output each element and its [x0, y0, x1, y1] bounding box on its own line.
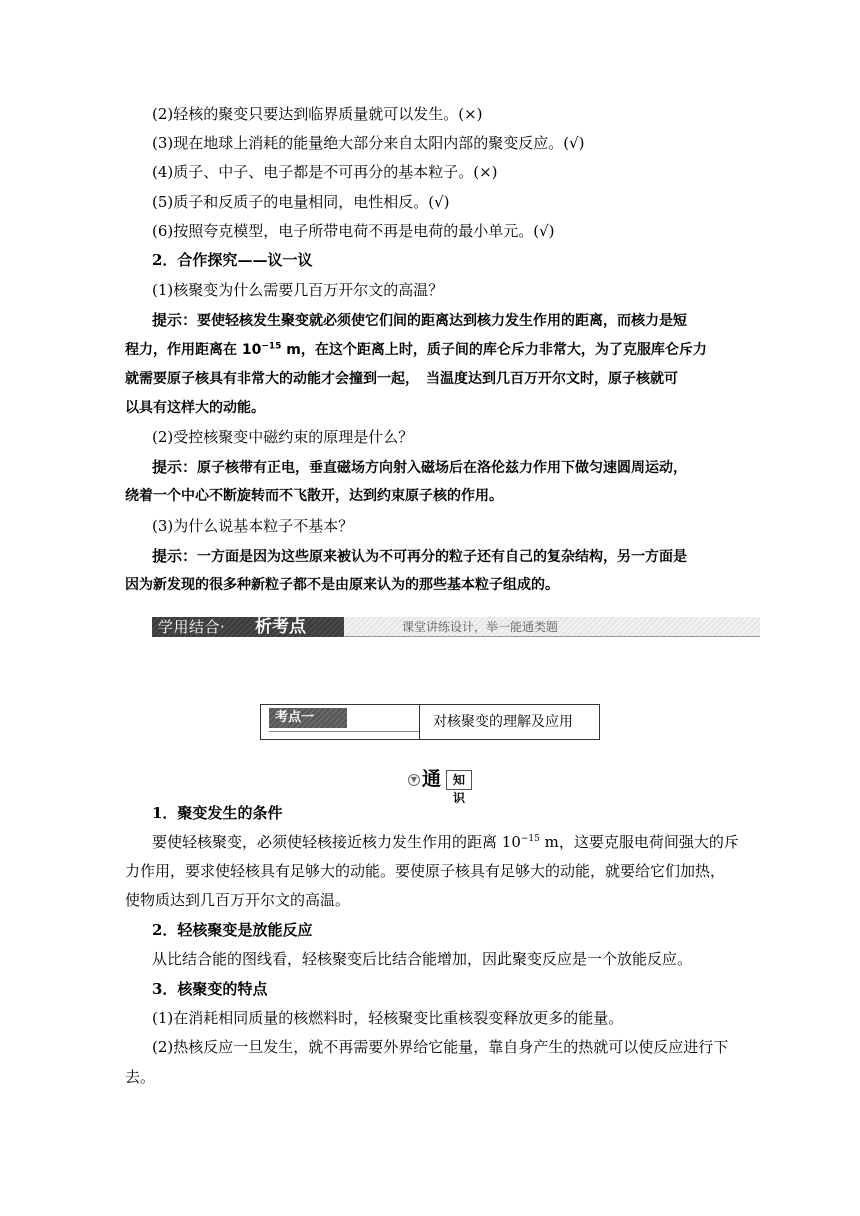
answer-1-line-3: 就需要原子核具有非常大的动能才会撞到一起， 当温度达到几百万开尔文时，原子核就可: [125, 371, 678, 387]
judgement-item-4: (4)质子、中子、电子都是不可再分的基本粒子。(×): [152, 163, 498, 181]
kaodian-tag: 考点一: [269, 708, 347, 728]
hint-label: 提示：: [152, 458, 198, 476]
knowledge-p3-2-line-2: 去。: [125, 1068, 156, 1086]
answer-2-line-1: 提示：原子核带有正电，垂直磁场方向射入磁场后在洛伦兹力作用下做匀速圆周运动，: [152, 458, 688, 476]
section-banner: [152, 615, 760, 639]
banner-left-text: 学用结合·: [158, 618, 226, 636]
question-3: (3)为什么说基本粒子不基本？: [152, 517, 354, 535]
question-1: (1)核聚变为什么需要几百万开尔文的高温？: [152, 281, 444, 299]
banner-subtitle: 课堂讲练设计，举一能通类题: [402, 620, 559, 634]
answer-1-line-1: 提示：要使轻核发生聚变就必须使它们间的距离达到核力发生作用的距离，而核力是短: [152, 311, 688, 329]
judgement-item-5: (5)质子和反质子的电量相同，电性相反。(√): [152, 193, 450, 211]
knowledge-heading-1: 1．聚变发生的条件: [152, 804, 283, 822]
knowledge-p1-line-2: 力作用，要求使轻核具有足够大的动能。要使原子核具有足够大的动能，就要给它们加热，: [125, 862, 726, 880]
knowledge-heading-3: 3．核聚变的特点: [152, 980, 268, 998]
judgement-item-2: (2)轻核的聚变只要达到临界质量就可以发生。(×): [152, 105, 483, 123]
kaodian-divider: [419, 705, 420, 739]
answer-3-line-1: 提示：一方面是因为这些原来被认为不可再分的粒子还有自己的复杂结构，另一方面是: [152, 547, 688, 565]
knowledge-p1-line-3: 使物质达到几百万开尔文的高温。: [125, 891, 351, 909]
banner-dark-block: [152, 617, 344, 637]
triangle-down-icon: ▼: [408, 774, 420, 786]
knowledge-p2: 从比结合能的图线看，轻核聚变后比结合能增加，因此聚变反应是一个放能反应。: [152, 950, 693, 968]
judgement-item-3: (3)现在地球上消耗的能量绝大部分来自太阳内部的聚变反应。(√): [152, 134, 585, 152]
knowledge-heading-2: 2．轻核聚变是放能反应: [152, 921, 313, 939]
banner-right-text: 析考点: [255, 617, 306, 637]
hint-label: 提示：: [152, 547, 198, 565]
answer-1-line-4: 以具有这样大的动能。: [125, 400, 265, 416]
knowledge-p3-1: (1)在消耗相同质量的核燃料时，轻核聚变比重核裂变释放更多的能量。: [152, 1009, 624, 1027]
question-2: (2)受控核聚变中磁约束的原理是什么？: [152, 428, 414, 446]
kaodian-title: 对核聚变的理解及应用: [433, 714, 573, 730]
answer-1-line-2: 程力，作用距离在 $10^{-15}$ m，在这个距离上时，质子间的库仑斥力非常大，为了克服库仑斥力: [125, 341, 707, 358]
answer-2-line-2: 绕着一个中心不断旋转而不飞散开，达到约束原子核的作用。: [125, 488, 503, 504]
judgement-item-6: (6)按照夸克模型，电子所带电荷不再是电荷的最小单元。(√): [152, 222, 555, 240]
knowledge-p3-2-line-1: (2)热核反应一旦发生，就不再需要外界给它能量，靠自身产生的热就可以使反应进行下: [152, 1038, 729, 1056]
knowledge-p1-line-1: 要使轻核聚变，必须使轻核接近核力发生作用的距离 $10^{-15}$ m，这要克服电荷间强大的斥: [152, 833, 739, 851]
kaodian-tag-underline: [269, 731, 419, 732]
hint-label: 提示：: [152, 311, 198, 329]
badge-small-text: 知识: [446, 770, 472, 790]
kaodian-box: [260, 704, 600, 740]
section-heading-discussion: 2．合作探究——议一议: [152, 251, 313, 269]
badge-big-char: 通: [422, 768, 442, 790]
answer-3-line-2: 因为新发现的很多种新粒子都不是由原来认为的那些基本粒子组成的。: [125, 577, 559, 593]
